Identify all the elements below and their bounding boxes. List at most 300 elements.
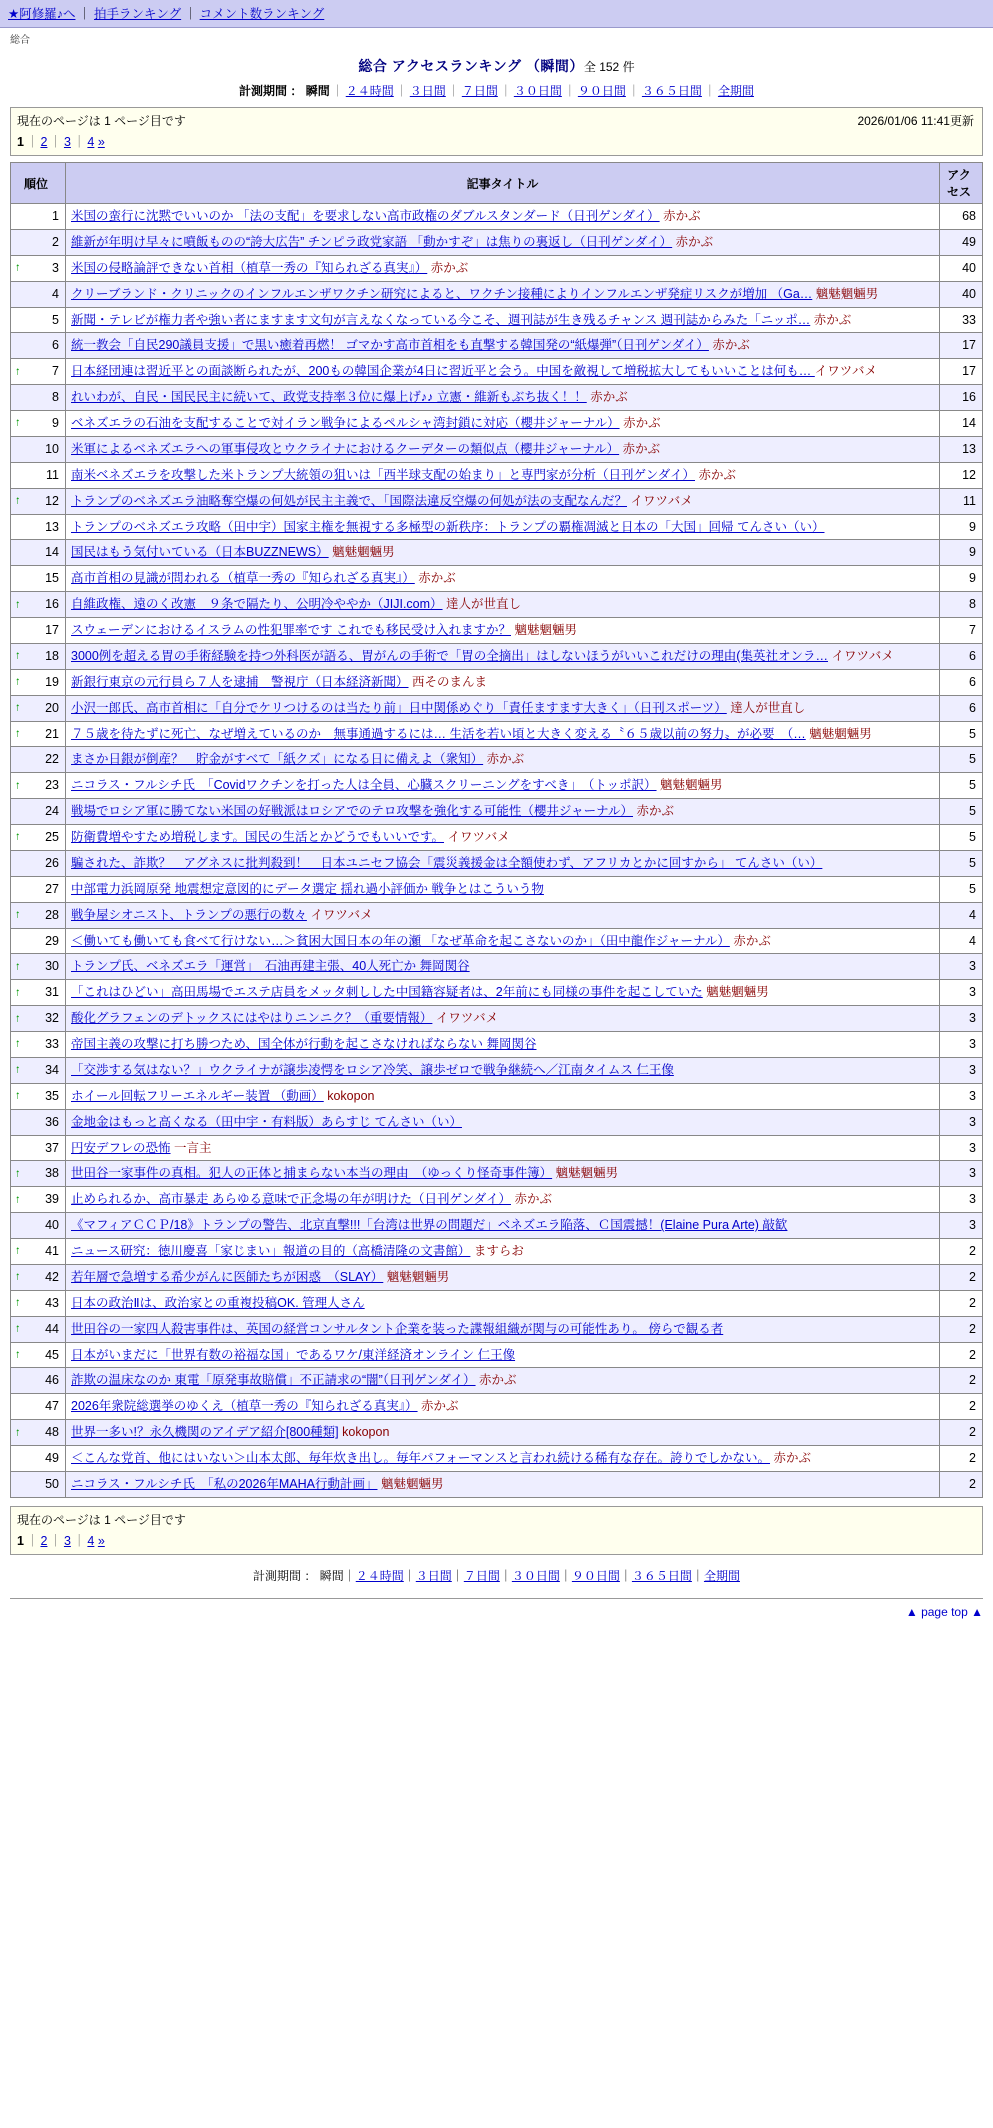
rank-up-arrow-icon: ↑	[15, 1193, 21, 1206]
period-sep-2-bottom: ｜	[403, 1568, 416, 1583]
rank-cell	[11, 825, 66, 851]
article-author: イワツバメ	[814, 364, 878, 379]
rank-cell	[11, 566, 66, 592]
rank-cell	[11, 850, 66, 876]
rank-up-arrow-icon: ↑	[15, 649, 21, 662]
period-option-all-bottom[interactable]: 全期間	[703, 1568, 740, 1583]
period-selector-top	[0, 82, 993, 99]
article-title-cell	[66, 255, 940, 281]
article-title-link[interactable]: ニコラス・フルシチ氏 「Covidワクチンを打った人は全員、心臓スクリーニングをすべき」 （トッポ訳）	[71, 778, 657, 793]
article-title-cell	[66, 333, 940, 359]
rank-up-arrow-icon: ↑	[15, 779, 21, 792]
article-author: 赤かぶ	[733, 933, 771, 948]
rank-cell	[11, 902, 66, 928]
period-option-90d-top[interactable]: ９０日間	[577, 84, 626, 98]
rank-number: 29	[45, 933, 59, 948]
article-title-cell	[66, 359, 940, 385]
table-row	[11, 1057, 983, 1083]
article-title-cell	[66, 1316, 940, 1342]
period-sep-4-bottom: ｜	[499, 1568, 512, 1583]
article-author: イワツバメ	[447, 830, 510, 844]
rank-number: 1	[52, 209, 59, 223]
article-title-cell	[66, 825, 940, 851]
article-title-link[interactable]: 米国の蛮行に沈黙でいいのか 「法の支配」を要求しない高市政権のダブルスタンダード（日刊ゲンダイ）	[71, 209, 660, 223]
rank-up-arrow-icon: ↑	[15, 986, 21, 999]
article-title-link[interactable]: トランプのベネズエラ油略奪空爆の何処が民主主義で、「国際法違反空爆の何処が法の支配なんだ？	[71, 493, 628, 508]
article-title-link[interactable]: 騙された、詐欺？ アグネスに批判殺到！ 日本ユニセフ協会「震災義援金は全額使わず、アフリカとかに回すから」 てんさい（い）	[71, 855, 823, 870]
article-title-link[interactable]: 小沢一郎氏、高市首相に「自分でケリつけるのは当たり前」日中関係めぐり「責任ますます大きく」（日刊スポーツ）	[71, 700, 727, 715]
article-title-link[interactable]: 戦場でロシア軍に勝てない米国の好戦派はロシアでのテロ攻撃を強化する可能性（櫻井ジャーナル）	[71, 804, 634, 819]
rank-cell	[11, 695, 66, 721]
table-row	[11, 566, 983, 592]
rank-cell	[11, 281, 66, 307]
article-title-link[interactable]: 自維政権、遠のく改憲 ９条で隔たり、公明冷ややか（JIJI.com）	[71, 597, 443, 612]
access-count-cell: 33	[940, 307, 983, 333]
access-count-cell: 2	[940, 1316, 983, 1342]
rank-cell	[11, 1187, 66, 1213]
page-number-list-bottom	[17, 1531, 976, 1549]
article-title-link[interactable]: 世田谷の一家四人殺害事件は、英国の経営コンサルタント企業を装った諜報組織が関与の可能性あり。 傍らで観る者	[71, 1321, 724, 1336]
last-updated-timestamp: 2026/01/06 11:41更新	[857, 114, 974, 128]
rank-up-arrow-icon: ↑	[15, 494, 21, 507]
article-title-link[interactable]: ホイール回転フリーエネルギー装置 （動画）	[71, 1088, 324, 1103]
rank-number: 8	[52, 390, 59, 405]
article-title-cell	[66, 1290, 940, 1316]
article-title-link[interactable]: 酸化グラフェンのデトックスにはやはりニンニク？（重要情報）	[71, 1011, 433, 1026]
article-title-link[interactable]: 戦争屋シオニスト、トランプの悪行の数々	[71, 907, 307, 922]
table-row	[11, 1420, 983, 1446]
article-title-cell	[66, 1471, 940, 1497]
rank-up-arrow-icon: ↑	[15, 1270, 21, 1283]
rank-up-arrow-icon: ↑	[15, 1245, 21, 1258]
article-title-link[interactable]: 詐欺の温床なのか 東電「原発事故賠償」不正請求の“闇”（日刊ゲンダイ）	[71, 1373, 476, 1388]
article-title-cell	[66, 747, 940, 773]
table-row	[11, 359, 983, 385]
rank-number: 36	[45, 1114, 59, 1129]
article-title-cell	[66, 1342, 940, 1368]
article-title-cell	[66, 1420, 940, 1446]
access-count-cell: 3	[940, 1135, 983, 1161]
article-author: 赤かぶ	[514, 1192, 552, 1207]
period-option-3d-bottom[interactable]: ３日間	[415, 1568, 452, 1583]
article-title-cell	[66, 514, 940, 540]
article-author: 赤かぶ	[773, 1451, 812, 1465]
period-sep-2-top: ｜	[395, 84, 408, 98]
period-sep-1-bottom: ｜	[343, 1568, 356, 1583]
article-title-cell	[66, 954, 940, 980]
period-option-all-top[interactable]: 全期間	[717, 84, 754, 98]
rank-cell	[11, 1239, 66, 1265]
article-title-cell	[66, 540, 940, 566]
rank-up-arrow-icon: ↑	[15, 1063, 21, 1076]
access-count-cell: 3	[940, 1161, 983, 1187]
header-rank: 順位	[11, 163, 66, 204]
article-title-link[interactable]: 南米ベネズエラを攻撃した米トランプ大統領の狙いは「西半球支配の始まり」と専門家が分析（日刊ゲンダイ）	[71, 467, 696, 482]
table-row	[11, 928, 983, 954]
article-title-cell	[66, 1083, 940, 1109]
article-title-link[interactable]: ＜働いても働いても食べて行けない…＞貧困大国日本の年の瀬 「なぜ革命を起こさないのか」（田中龍作ジャーナル）	[71, 933, 730, 948]
period-sep-1-top: ｜	[331, 84, 344, 98]
access-count-cell: 68	[940, 204, 983, 230]
rank-number: 21	[45, 726, 59, 741]
page-link-4-top[interactable]: 4	[87, 135, 95, 149]
article-author: 赤かぶ	[430, 260, 469, 275]
current-page-text-top: 現在のページは 1 ページ目です	[17, 114, 186, 128]
rank-up-arrow-icon: ↑	[15, 701, 21, 714]
page-link-next-top[interactable]: »	[97, 135, 105, 149]
rank-number: 9	[52, 416, 59, 430]
article-title-link[interactable]: 《マフィアＣＣＰ/18》トランプの警告、北京直撃!!!「台湾は世界の問題だ」ベネズエラ陥落、Ｃ国震撼！(Elaine Pura Arte) 敲歓	[71, 1218, 788, 1233]
period-sep-3-bottom: ｜	[451, 1568, 464, 1583]
article-title-cell	[66, 618, 940, 644]
rank-number: 43	[45, 1295, 59, 1310]
page-number-list-top	[17, 132, 976, 150]
table-row	[11, 1394, 983, 1420]
nav-link-asyura[interactable]: ★阿修羅♪へ	[8, 7, 76, 21]
article-author: 赤かぶ	[590, 390, 628, 405]
access-count-cell: 6	[940, 695, 983, 721]
article-title-link[interactable]: 新銀行東京の元行員ら７人を逮捕 警視庁（日本経済新聞）	[71, 674, 409, 689]
article-title-link[interactable]: 「交渉する気はない？」ウクライナが譲歩凌愕をロシア冷笑、譲歩ゼロで戦争継続へ／江南タイムス 仁王像	[71, 1062, 674, 1077]
article-title-link[interactable]: 中部電力浜岡原発 地震想定意図的にデータ選定 揺れ過小評価か 戦争とはこういう物	[71, 881, 544, 896]
access-count-cell: 3	[940, 1006, 983, 1032]
period-option-30d-top[interactable]: ３０日間	[513, 84, 562, 98]
rank-up-arrow-icon: ↑	[15, 1012, 21, 1025]
article-title-link[interactable]: 「これはひどい」高田馬場でエステ店員をメッタ刺しした中国籍容疑者は、2年前にも同様の事件を起こしていた	[71, 985, 703, 1000]
page-link-2-top[interactable]: 2	[40, 135, 48, 149]
period-option-30d-bottom[interactable]: ３０日間	[511, 1568, 560, 1583]
access-count-cell: 3	[940, 1187, 983, 1213]
period-option-3d-top[interactable]: ３日間	[409, 84, 446, 98]
article-author: 赤かぶ	[623, 416, 661, 430]
period-sep-5-top: ｜	[563, 84, 576, 98]
table-row	[11, 1032, 983, 1058]
period-label-bottom: 計測期間 ：	[253, 1568, 317, 1583]
table-row	[11, 1368, 983, 1394]
table-row	[11, 1083, 983, 1109]
rank-number: 42	[45, 1269, 59, 1284]
table-row	[11, 1006, 983, 1032]
period-option-90d-bottom[interactable]: ９０日間	[571, 1568, 620, 1583]
access-count-cell: 5	[940, 773, 983, 799]
access-count-cell: 5	[940, 721, 983, 747]
table-row	[11, 411, 983, 437]
article-title-link[interactable]: ＜こんな党首、他にはいない＞山本太郎、毎年炊き出し。毎年パフォーマンスと言われ続ける稀有な存在。誇りでしかない。	[71, 1451, 771, 1465]
article-title-cell	[66, 643, 940, 669]
rank-number: 28	[45, 907, 59, 922]
page-link-1-top: 1	[17, 135, 24, 149]
page-top-link[interactable]: ▲ page top ▲	[905, 1604, 983, 1619]
rank-up-arrow-icon: ↑	[15, 1426, 21, 1439]
table-row	[11, 902, 983, 928]
table-row	[11, 592, 983, 618]
article-author: 赤かぶ	[663, 209, 701, 223]
rank-number: 30	[45, 959, 59, 974]
pagination-box-top	[10, 107, 983, 156]
article-author: 赤かぶ	[813, 312, 852, 327]
article-title-link[interactable]: 円安デフレの恐怖	[71, 1140, 171, 1155]
period-option-7d-top[interactable]: ７日間	[461, 84, 498, 98]
article-title-cell	[66, 1032, 940, 1058]
period-option-24h-bottom[interactable]: ２４時間	[355, 1568, 404, 1583]
rank-number: 33	[45, 1037, 59, 1051]
table-row	[11, 747, 983, 773]
period-option-instant-bottom: 瞬間	[319, 1568, 344, 1583]
access-count-cell: 40	[940, 255, 983, 281]
rank-up-arrow-icon: ↑	[15, 1296, 21, 1309]
rank-cell	[11, 592, 66, 618]
article-title-link[interactable]: ニコラス・フルシチ氏 「私の2026年MAHA行動計画」	[71, 1476, 378, 1491]
rank-cell	[11, 1057, 66, 1083]
rank-cell	[11, 1109, 66, 1135]
article-author: 魑魅魍魎男	[380, 1476, 444, 1491]
access-count-cell: 17	[940, 359, 983, 385]
rank-cell	[11, 462, 66, 488]
article-title-link[interactable]: 金地金はもっと高くなる（田中宇・有料版）あらすじ てんさい（い）	[71, 1114, 462, 1129]
period-sep-6-top: ｜	[627, 84, 640, 98]
page-sep-3-bottom: ｜	[72, 1533, 86, 1548]
period-option-24h-top[interactable]: ２４時間	[345, 84, 394, 98]
rank-number: 10	[45, 441, 59, 456]
table-row	[11, 695, 983, 721]
article-title-link[interactable]: 3000例を超える胃の手術経験を持つ外科医が語る、胃がんの手術で「胃の全摘出」はしないほうがいいこれだけの理由(集英社オンラ…	[71, 648, 828, 663]
article-author: 一言主	[174, 1140, 212, 1155]
access-count-cell: 8	[940, 592, 983, 618]
rank-cell	[11, 1290, 66, 1316]
rank-cell	[11, 385, 66, 411]
article-title-cell	[66, 281, 940, 307]
article-title-cell	[66, 1394, 940, 1420]
rank-up-arrow-icon: ↑	[15, 960, 21, 973]
rank-cell	[11, 954, 66, 980]
article-title-link[interactable]: 日本経団連は習近平との面談断られたが、200もの韓国企業が4日に習近平と会う。中国を敵視して増税拡大してもいいことは何も…	[71, 364, 815, 379]
table-row	[11, 876, 983, 902]
table-row	[11, 1135, 983, 1161]
total-count: 全 152 件	[583, 60, 635, 74]
article-title-cell	[66, 307, 940, 333]
article-author: 魑魅魍魎男	[809, 726, 872, 741]
page-link-3-top[interactable]: 3	[63, 135, 71, 149]
article-title-link[interactable]: ベネズエラの石油を支配することで対イラン戦争によるペルシャ湾封鎖に対応（櫻井ジャーナル）	[71, 416, 620, 430]
article-author: 魑魅魍魎男	[706, 985, 769, 1000]
rank-up-arrow-icon: ↑	[15, 1089, 21, 1102]
article-author: ますらお	[473, 1244, 524, 1258]
rank-number: 22	[45, 752, 59, 767]
article-title-link[interactable]: 日本がいまだに「世界有数の裕福な国」であるワケ/東洋経済オンライン 仁王像	[71, 1347, 516, 1362]
article-title-link[interactable]: 高市首相の見識が問われる（植草一秀の『知られざる真実』）	[71, 571, 415, 586]
article-title-cell	[66, 669, 940, 695]
rank-cell	[11, 229, 66, 255]
rank-number: 14	[45, 545, 59, 560]
access-count-cell: 2	[940, 1264, 983, 1290]
ranking-table-body	[11, 204, 983, 1498]
page-link-2-bottom[interactable]: 2	[40, 1533, 48, 1548]
rank-cell	[11, 669, 66, 695]
rank-number: 24	[45, 804, 59, 819]
period-option-7d-bottom[interactable]: ７日間	[463, 1568, 500, 1583]
article-author: 魑魅魍魎男	[815, 286, 879, 301]
nav-link-applause-ranking[interactable]: 拍手ランキング	[93, 7, 182, 21]
article-title-cell	[66, 488, 940, 514]
page-link-next-bottom[interactable]: »	[97, 1533, 105, 1548]
nav-separator-2: ｜	[184, 7, 197, 21]
article-title-link[interactable]: 米国の侵略論評できない首相（植草一秀の『知られざる真実』）	[71, 260, 428, 275]
rank-cell	[11, 980, 66, 1006]
article-title-link[interactable]: 日本の政治Ⅱは、政治家との重複投稿OK. 管理人さん	[71, 1295, 365, 1310]
rank-up-arrow-icon: ↑	[15, 1322, 21, 1335]
rank-number: 11	[46, 467, 59, 482]
rank-cell	[11, 618, 66, 644]
rank-number: 26	[45, 855, 59, 870]
article-title-link[interactable]: 米軍によるベネズエラへの軍事侵攻とウクライナにおけるクーデターの類似点（櫻井ジャーナル）	[71, 441, 620, 456]
table-header-row	[11, 163, 983, 204]
rank-cell	[11, 1316, 66, 1342]
table-row	[11, 954, 983, 980]
article-title-link[interactable]: トランプのベネズエラ攻略（田中宇）国家主権を無視する多極型の新秩序：トランプの覇権凋滅と日本の「大国」回帰 てんさい（い）	[71, 519, 825, 534]
page-sep-2-bottom: ｜	[49, 1533, 62, 1548]
rank-number: 34	[45, 1062, 59, 1077]
rank-number: 7	[52, 364, 59, 379]
rank-number: 38	[45, 1166, 59, 1181]
article-title-cell	[66, 462, 940, 488]
access-count-cell: 14	[940, 411, 983, 437]
rank-number: 49	[45, 1451, 59, 1465]
article-title-link[interactable]: 帝国主義の攻撃に打ち勝つため、国全体が行動を起こさなければならない 舞岡関谷	[71, 1037, 537, 1051]
rank-cell	[11, 799, 66, 825]
article-title-cell	[66, 411, 940, 437]
table-row	[11, 618, 983, 644]
rank-cell	[11, 747, 66, 773]
rank-number: 27	[45, 881, 59, 896]
article-title-cell	[66, 1161, 940, 1187]
article-title-link[interactable]: 若年層で急増する希少がんに医師たちが困惑 （SLAY）	[71, 1269, 384, 1284]
access-count-cell: 2	[940, 1368, 983, 1394]
article-title-link[interactable]: 維新が年明け早々に噴飯ものの“誇大広告” チンピラ政党家語 「動かすぞ」は焦りの裏返し（日刊ゲンダイ）	[71, 234, 673, 249]
article-title-link[interactable]: 世田谷一家事件の真相。犯人の正体と捕まらない本当の理由 （ゆっくり怪奇事件簿）	[71, 1166, 553, 1181]
access-count-cell: 2	[940, 1290, 983, 1316]
rank-number: 31	[45, 985, 59, 1000]
access-count-cell: 9	[940, 540, 983, 566]
article-title-cell	[66, 1006, 940, 1032]
article-author: 赤かぶ	[712, 338, 750, 353]
article-title-cell	[66, 928, 940, 954]
article-title-cell	[66, 773, 940, 799]
article-title-cell	[66, 695, 940, 721]
table-row	[11, 385, 983, 411]
article-title-cell	[66, 229, 940, 255]
article-title-link[interactable]: 防衛費増やすため増税します。国民の生活とかどうでもいいです。	[71, 830, 445, 844]
access-count-cell: 5	[940, 825, 983, 851]
access-count-cell: 5	[940, 850, 983, 876]
article-title-link[interactable]: まさか日銀が倒産？ 貯金がすべて「紙クズ」になる日に備えよ（衆知）	[71, 752, 484, 767]
article-title-link[interactable]: スウェーデンにおけるイスラムの性犯罪率です これでも移民受け入れますか？	[71, 623, 511, 637]
article-title-link[interactable]: 世界一多い!？永久機関のアイデア紹介[800種類]	[71, 1425, 339, 1440]
article-title-cell	[66, 1187, 940, 1213]
article-title-link[interactable]: れいわが、自民・国民民主に続いて、政党支持率３位に爆上げ♪♪ 立憲・維新もぶち抜く！！	[71, 390, 587, 405]
rank-number: 40	[45, 1218, 59, 1233]
article-title-cell	[66, 980, 940, 1006]
article-author: 赤かぶ	[486, 752, 525, 767]
article-title-cell	[66, 385, 940, 411]
page-link-4-bottom[interactable]: 4	[87, 1533, 95, 1548]
table-row	[11, 462, 983, 488]
rank-number: 41	[45, 1244, 59, 1258]
rank-cell	[11, 540, 66, 566]
top-navigation-bar	[0, 0, 993, 28]
article-title-link[interactable]: 新聞・テレビが権力者や強い者にますます文句が言えなくなっている今こそ、週刊誌が生き残るチャンス 週刊誌からみた「ニッポ…	[71, 312, 811, 327]
rank-up-arrow-icon: ↑	[15, 908, 21, 921]
rank-number: 16	[45, 597, 59, 612]
pagination-box-bottom	[10, 1506, 983, 1555]
rank-number: 6	[52, 338, 59, 353]
access-count-cell: 3	[940, 1083, 983, 1109]
rank-cell	[11, 488, 66, 514]
rank-number: 47	[45, 1399, 59, 1414]
access-count-cell: 5	[940, 799, 983, 825]
article-author: 魑魅魍魎男	[555, 1166, 619, 1181]
period-option-365d-bottom[interactable]: ３６５日間	[631, 1568, 692, 1583]
table-row	[11, 1213, 983, 1239]
rank-number: 4	[52, 286, 59, 301]
rank-up-arrow-icon: ↑	[15, 831, 21, 844]
rank-up-arrow-icon: ↑	[15, 1167, 21, 1180]
article-title-link[interactable]: ニュース研究：徳川慶喜「家じまい」報道の目的（高橋清隆の文書館）	[71, 1244, 471, 1258]
access-count-cell: 4	[940, 928, 983, 954]
article-author: 達人が世直し	[446, 597, 522, 612]
page-top-bar	[10, 1598, 983, 1619]
table-row	[11, 436, 983, 462]
article-title-link[interactable]: 止められるか、高市暴走 あらゆる意味で正念場の年が明けた（日刊ゲンダイ）	[71, 1192, 511, 1207]
access-count-cell: 12	[940, 462, 983, 488]
article-title-cell	[66, 1368, 940, 1394]
rank-cell	[11, 1471, 66, 1497]
ranking-table	[10, 162, 983, 1498]
table-row	[11, 229, 983, 255]
article-title-cell	[66, 1109, 940, 1135]
article-title-cell	[66, 1446, 940, 1472]
access-count-cell: 4	[940, 902, 983, 928]
article-title-link[interactable]: 2026年衆院総選挙のゆくえ（植草一秀の『知られざる真実』）	[71, 1399, 418, 1414]
rank-cell	[11, 643, 66, 669]
rank-cell	[11, 307, 66, 333]
access-count-cell: 2	[940, 1394, 983, 1420]
article-title-link[interactable]: 統一教会「自民290議員支援」で黒い癒着再燃！ ゴマかす高市首相をも直撃する韓国発の“紙爆弾”（日刊ゲンダイ）	[71, 338, 709, 353]
rank-up-arrow-icon: ↑	[15, 261, 21, 274]
table-row	[11, 1446, 983, 1472]
table-row	[11, 488, 983, 514]
period-option-365d-top[interactable]: ３６５日間	[641, 84, 702, 98]
period-sep-3-top: ｜	[447, 84, 460, 98]
rank-number: 15	[45, 571, 59, 586]
rank-number: 19	[45, 674, 59, 689]
article-title-link[interactable]: ７５歳を待たずに死亡、なぜ増えているのか 無事通過するには… 生活を若い頃と大きく変える〝６５歳以前の努力〟が必要 （…	[71, 726, 806, 741]
nav-link-comment-ranking[interactable]: コメント数ランキング	[199, 7, 325, 21]
article-author: イワツバメ	[630, 493, 693, 508]
access-count-cell: 49	[940, 229, 983, 255]
article-title-link[interactable]: 国民はもう気付いている（日本BUZZNEWS）	[71, 545, 329, 560]
article-author: 赤かぶ	[479, 1373, 517, 1388]
article-title-cell	[66, 204, 940, 230]
rank-number: 45	[45, 1347, 59, 1362]
article-title-link[interactable]: トランプ氏、ベネズエラ「運営」 石油再建主張、40人死亡か 舞岡関谷	[71, 959, 470, 974]
access-count-cell: 2	[940, 1239, 983, 1265]
article-title-link[interactable]: クリーブランド・クリニックのインフルエンザワクチン研究によると、ワクチン接種によりインフルエンザ発症リスクが増加 （Ga…	[71, 286, 813, 301]
rank-cell	[11, 1032, 66, 1058]
rank-cell	[11, 255, 66, 281]
table-row	[11, 1471, 983, 1497]
page-link-3-bottom[interactable]: 3	[63, 1533, 71, 1548]
article-title-cell	[66, 850, 940, 876]
